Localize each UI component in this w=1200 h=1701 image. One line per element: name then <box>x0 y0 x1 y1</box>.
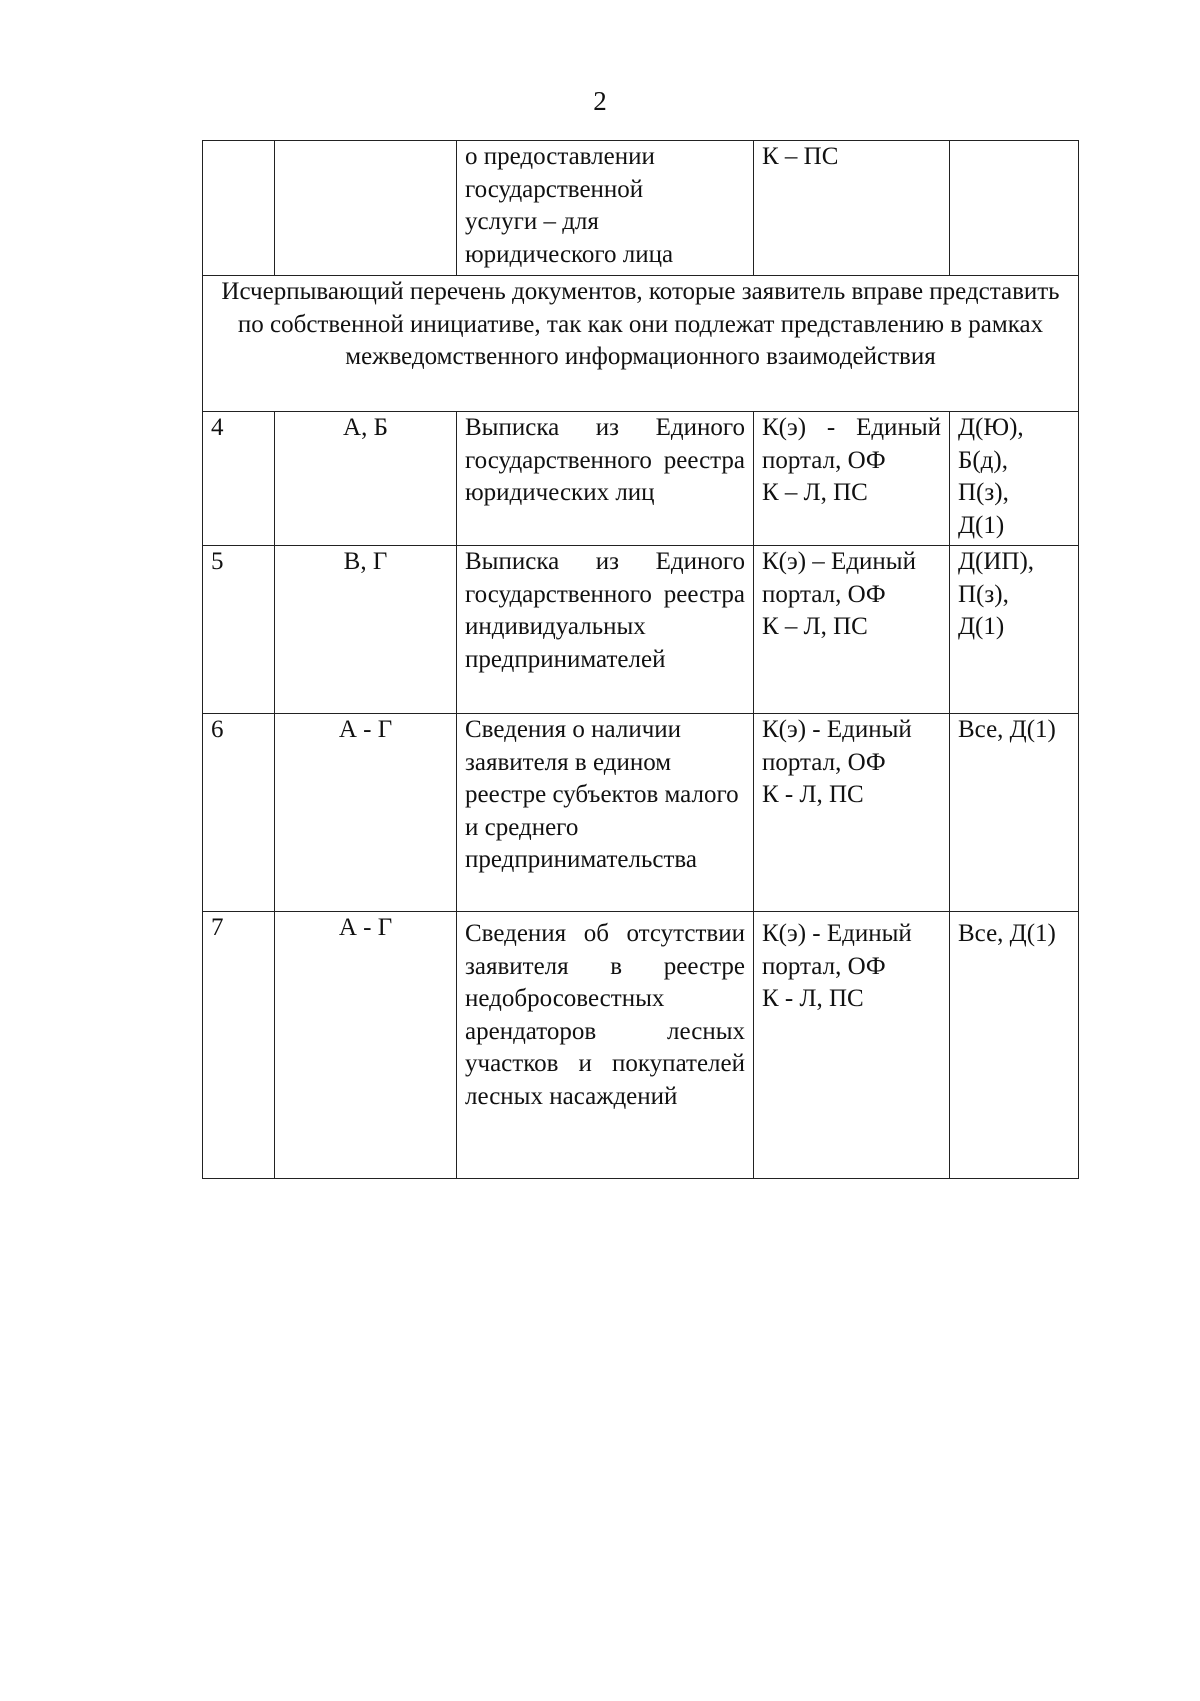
row-reason <box>950 141 1079 276</box>
table-row <box>203 412 1079 546</box>
section-heading-row <box>203 276 1079 412</box>
row-applicants: А - Г <box>275 714 457 912</box>
method-line: К - Л, ПС <box>762 985 864 1012</box>
row-applicants: А - Г <box>275 912 457 1179</box>
row-method <box>754 546 950 714</box>
reason-line: Все, Д(1) <box>958 920 1056 947</box>
documents-table <box>202 140 1079 1179</box>
reason-line: Д(ИП), <box>958 548 1035 575</box>
reason-line: Д(Ю), <box>958 414 1024 441</box>
row-document: Выписка из Единого государственного реестра юридических лиц <box>457 412 754 546</box>
row-applicants <box>275 141 457 276</box>
row-number: 5 <box>203 546 275 714</box>
reason-line: Д(1) <box>958 613 1005 640</box>
reason-line: Д(1) <box>958 511 1005 539</box>
row-reason <box>950 412 1079 546</box>
row-number: 7 <box>203 912 275 1179</box>
method-line: К - Л, ПС <box>762 781 864 808</box>
reason-line: Все, Д(1) <box>958 716 1056 743</box>
row-applicants: А, Б <box>275 412 457 546</box>
table-row <box>203 714 1079 912</box>
row-method <box>754 714 950 912</box>
page-number: 2 <box>593 86 607 116</box>
row-method <box>754 912 950 1179</box>
method-line: К – Л, ПС <box>762 613 868 640</box>
document-line: юридического лица <box>465 240 674 268</box>
row-reason <box>950 912 1079 1179</box>
method-line: К(э) - Единый портал, ОФ <box>762 414 941 474</box>
method-line: К – Л, ПС <box>762 479 868 506</box>
method-line: К(э) - Единый портал, ОФ <box>762 920 912 980</box>
table-row <box>203 546 1079 714</box>
table-row <box>203 912 1079 1179</box>
row-document <box>457 141 754 276</box>
reason-line: Б(д), <box>958 446 1008 474</box>
document-line: государственной <box>465 175 644 203</box>
method-line: К(э) – Единый портал, ОФ <box>762 548 916 608</box>
row-method: К – ПС <box>754 141 950 276</box>
method-line: К(э) - Единый портал, ОФ <box>762 716 912 776</box>
row-number: 4 <box>203 412 275 546</box>
row-document: Сведения о наличии заявителя в едином реестре субъектов малого и среднего предпринимательства <box>457 714 754 912</box>
row-reason <box>950 714 1079 912</box>
reason-line: П(з), <box>958 580 1009 608</box>
row-document: Сведения об отсутствии заявителя в реестре недобросовестных арендаторов лесных участков и покупателей лесных насаждений <box>457 912 754 1179</box>
document-line: услуги – для <box>465 208 599 235</box>
row-applicants: В, Г <box>275 546 457 714</box>
row-reason <box>950 546 1079 714</box>
table-row-continuation <box>203 141 1079 276</box>
section-heading: Исчерпывающий перечень документов, которые заявитель вправе представить по собственной инициативе, так как они подлежат представлению в рамках межведомственного информационного взаимодействия <box>203 276 1079 412</box>
row-method <box>754 412 950 546</box>
row-document: Выписка из Единого государственного реестра индивидуальных предпринимателей <box>457 546 754 714</box>
document-line: о предоставлении <box>465 143 655 170</box>
row-number <box>203 141 275 276</box>
reason-line: П(з), <box>958 479 1009 506</box>
row-number: 6 <box>203 714 275 912</box>
